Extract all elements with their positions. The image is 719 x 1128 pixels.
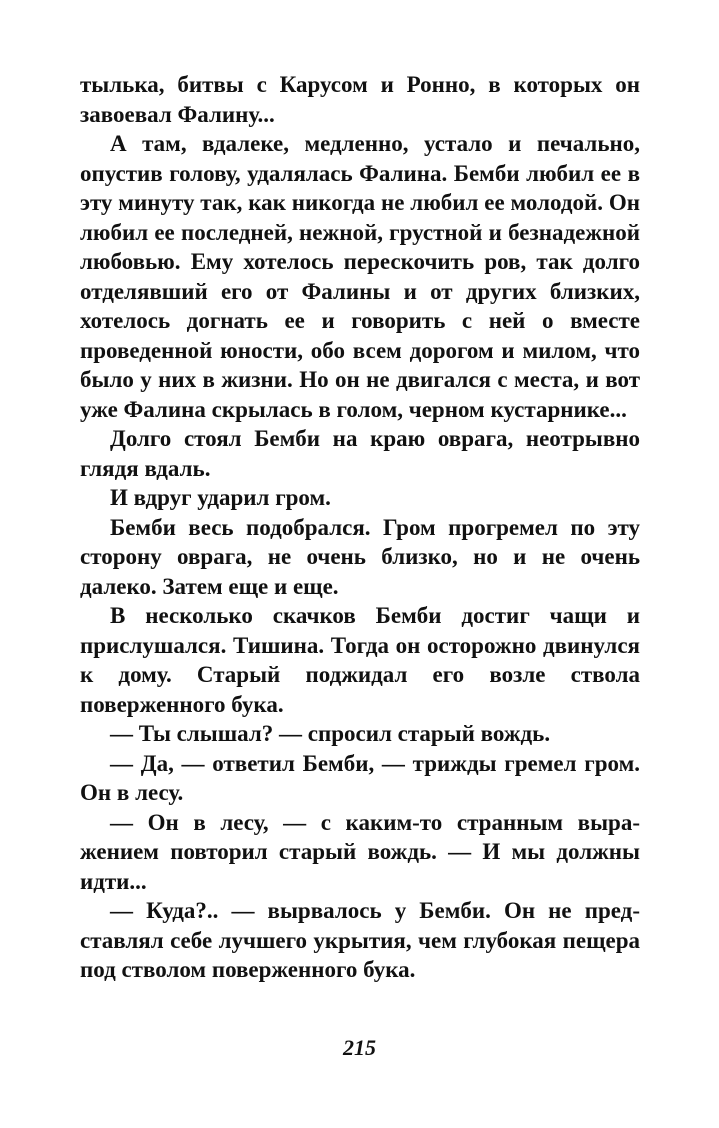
paragraph-5: Бемби весь подобрался. Гром прогремел по эту сторону оврага, не очень близко, но и не очень далеко. Затем еще и еще.	[80, 514, 640, 599]
paragraph-1: тылька, битвы с Карусом и Ронно, в которых он завоевал Фалину...	[80, 72, 640, 127]
paragraph-7: — Ты слышал? — спросил старый вождь.	[110, 721, 551, 746]
paragraph-9: — Он в лесу, — с каким-то странным выражением повторил старый вождь. — И мы должны идти...	[80, 809, 640, 894]
paragraph-10: — Куда?.. — вырвалось у Бемби. Он не представлял себе лучшего укрытия, чем глубокая пещера под стволом поверженного бука.	[80, 898, 640, 982]
paragraph-6: В несколько скачков Бемби достиг чащи и прислушался. Тишина. Тогда он осторожно двинулся к дому. Старый поджидал его возле ствола поверженного бука.	[80, 603, 640, 717]
paragraph-4: И вдруг ударил гром.	[110, 485, 331, 510]
paragraph-2: А там, вдалеке, медленно, устало и печально, опустив голову, удалялась Фалина. Бемби любил ее в эту минуту так, как никогда не любил ее молодой. Он любил ее последней, нежной, грустной и безнадежной любовью. Ему хотелось перескочить ров, так долго отделявший его от Фалины и от других близких, хотелось догнать ее и говорить с ней о вместе проведенной юности, обо всем дорогом и милом, что было у них в жизни. Но он не двигался с места, и вот уже Фалина скрылась в голом, черном кустарнике...	[80, 131, 640, 422]
page-number: 215	[343, 1035, 376, 1060]
paragraph-8: — Да, — ответил Бемби, — трижды гремел гром. Он в лесу.	[80, 750, 640, 805]
paragraph-3: Долго стоял Бемби на краю оврага, неотрывно глядя вдаль.	[80, 426, 640, 481]
page-body	[80, 70, 640, 985]
